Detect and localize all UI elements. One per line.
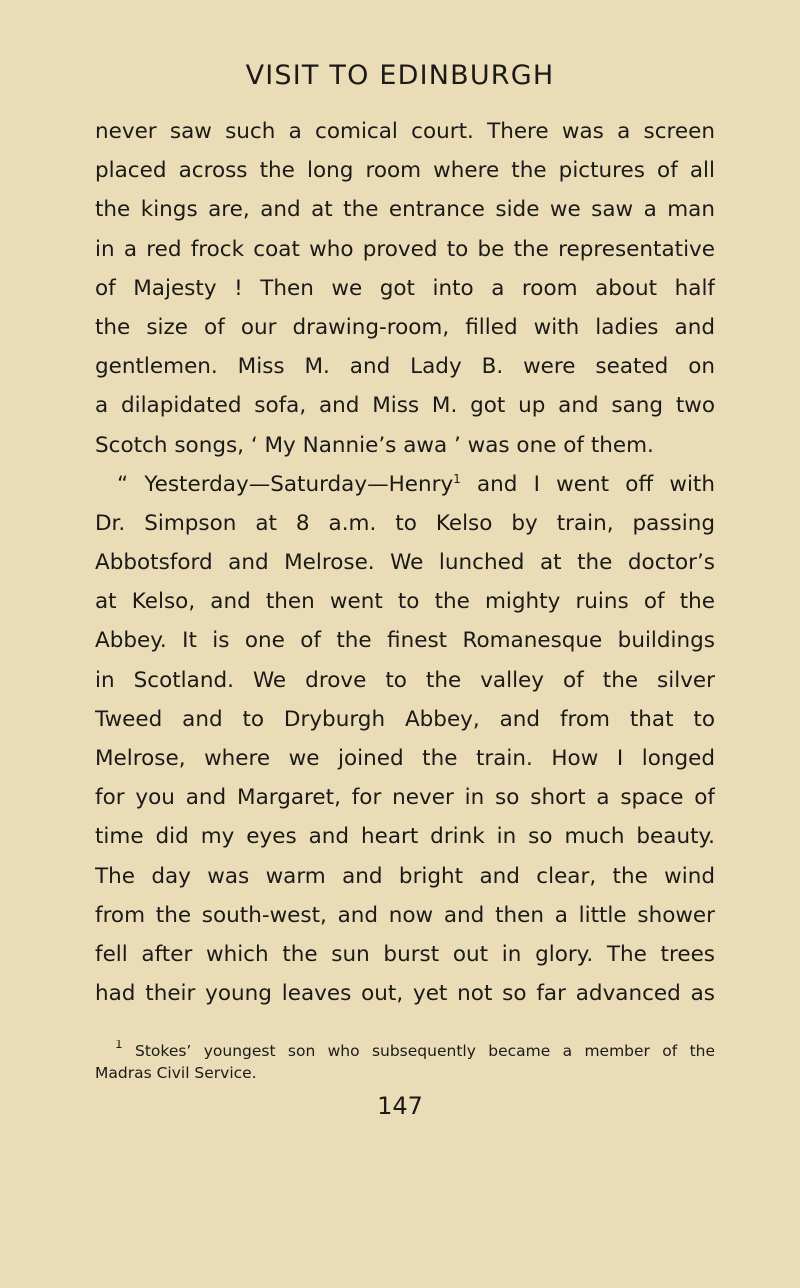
body-text <box>95 112 715 1013</box>
text-line: in Scotland. We drove to the valley of the silver <box>95 667 715 693</box>
footnote <box>95 1040 715 1084</box>
paragraph-start-line <box>95 465 715 504</box>
text-line: for you and Margaret, for never in so short a space of <box>95 785 715 811</box>
text-line: fell after which the sun burst out in glory. The trees <box>95 941 715 967</box>
page-number: 147 <box>377 1092 423 1120</box>
text-line: at Kelso, and then went to the mighty ruins of the <box>95 589 715 615</box>
footnote-marker: 1 <box>115 1040 123 1051</box>
text-line: time did my eyes and heart drink in so much beauty. <box>95 824 715 850</box>
text-line: gentlemen. Miss M. and Lady B. were seated on <box>95 354 715 380</box>
text-segment: “ Yesterday—Saturday—Henry <box>117 471 454 497</box>
text-segment: and I went off with <box>460 471 715 497</box>
text-line: the kings are, and at the entrance side we saw a man <box>95 197 715 223</box>
text-line: Dr. Simpson at 8 a.m. to Kelso by train, passing <box>95 510 715 536</box>
text-line: from the south-west, and now and then a little shower <box>95 902 715 928</box>
text-line: of Majesty ! Then we got into a room about half <box>95 275 715 301</box>
paragraph-end-line: Scotch songs, ‘ My Nannie’s awa ’ was one of them. <box>95 432 654 458</box>
footnote-text: Stokes’ youngest son who subsequently became a member of the <box>135 1042 715 1060</box>
text-line: a dilapidated sofa, and Miss M. got up and sang two <box>95 393 715 419</box>
text-line: never saw such a comical court. There was a screen <box>95 119 715 144</box>
text-line: The day was warm and bright and clear, the wind <box>95 863 715 889</box>
footnote-line <box>95 1040 715 1062</box>
footnote-line: Madras Civil Service. <box>95 1064 257 1082</box>
text-line: the size of our drawing-room, filled with ladies and <box>95 314 715 340</box>
text-line: Abbey. It is one of the finest Romanesque buildings <box>95 628 715 654</box>
text-line: Tweed and to Dryburgh Abbey, and from that to <box>95 706 715 732</box>
text-line: Abbotsford and Melrose. We lunched at the doctor’s <box>95 550 715 576</box>
text-line: in a red frock coat who proved to be the representative <box>95 236 715 262</box>
footnote-ref: 1 <box>453 471 461 486</box>
text-line: placed across the long room where the pictures of all <box>95 158 715 184</box>
text-line: had their young leaves out, yet not so far advanced as <box>95 981 715 1007</box>
running-header: VISIT TO EDINBURGH <box>245 60 555 91</box>
text-line: Melrose, where we joined the train. How I longed <box>95 746 715 771</box>
